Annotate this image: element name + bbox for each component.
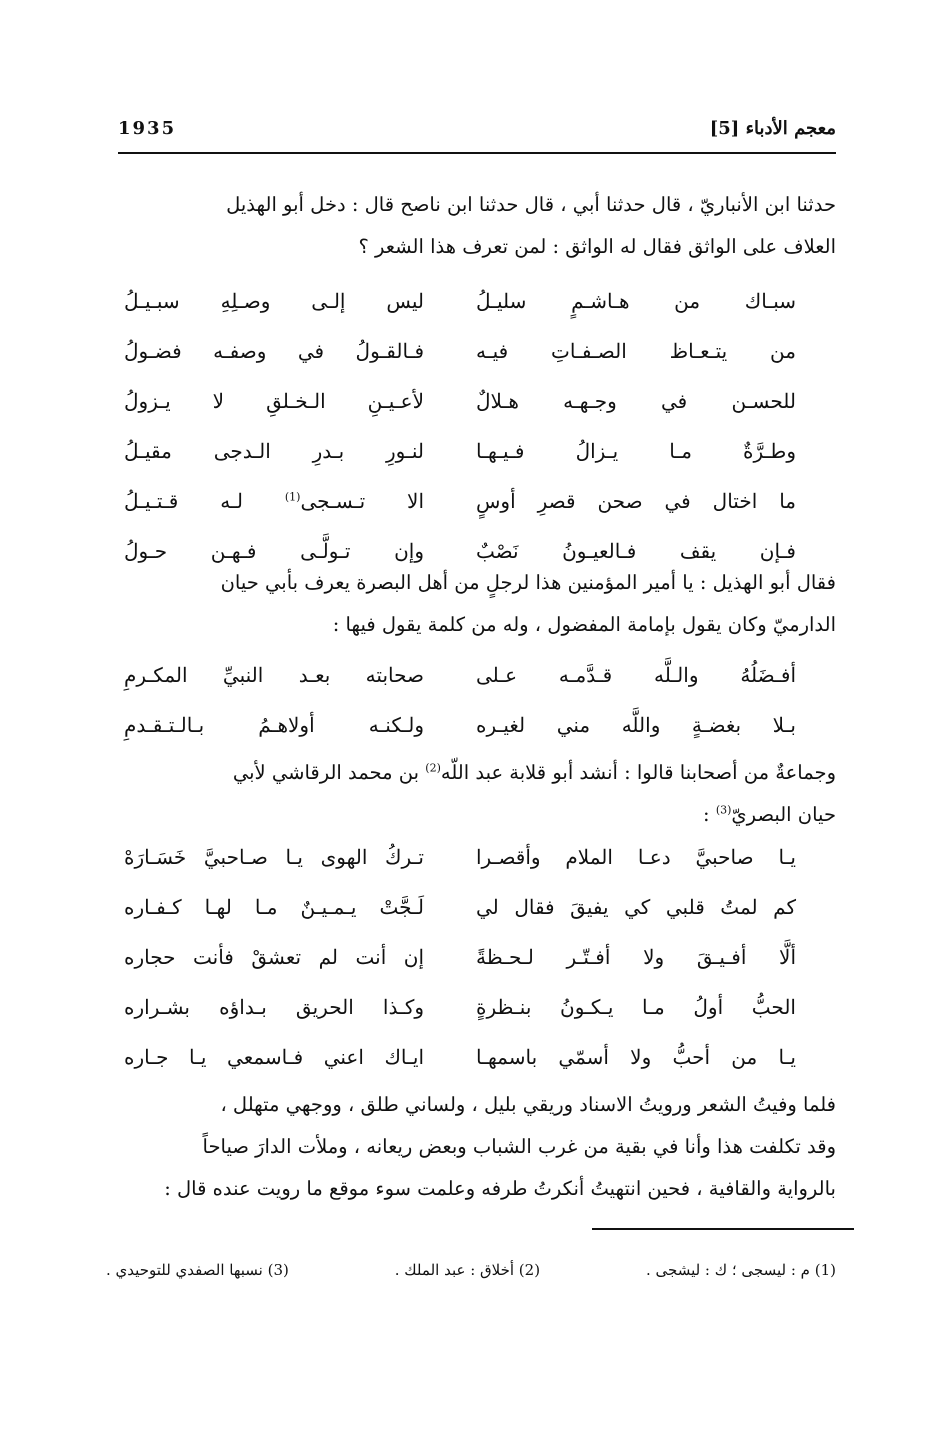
text-line xyxy=(106,752,836,794)
verse-second-hemistich: وكـذا الحريق بـداؤه بشـراره xyxy=(124,995,424,1019)
verse-first-hemistich: ما اختال في صحن قصرِ أوسٍ xyxy=(476,489,796,513)
footnote-rule xyxy=(592,1228,854,1230)
verse-second-hemistich: لأعـيـنِ الـخـلقِ لا يـزولُ xyxy=(124,389,424,413)
page-number: 1935 xyxy=(118,118,177,139)
verse-text: لـه قـتـيـلُ xyxy=(124,489,285,513)
verse-first-hemistich: يـا صاحبيَّ دعـا الملام وأقصـرا xyxy=(476,845,796,869)
verse-line xyxy=(106,326,836,376)
verse-text: الا تـسـجى xyxy=(300,489,425,513)
paragraph-abu-qilaba xyxy=(106,752,836,836)
footnote-2: (2) أخلاق : عبد الملك . xyxy=(394,1261,541,1279)
verse-second-hemistich: صحابته بعـد النبيِّ المكـرمِ xyxy=(124,663,424,687)
poem-darimi xyxy=(106,650,836,750)
verse-line xyxy=(106,650,836,700)
verse-second-hemistich: لَـجَّتْ يـمـيـنٌ مـا لهـا كـفـاره xyxy=(124,895,424,919)
verse-first-hemistich: أفـضَلُهُ والـلَّه قـدَّمـه عـلى xyxy=(476,663,796,687)
verse-first-hemistich: وطـرَّةٌ مـا يـزالُ فـيـهـا xyxy=(476,439,796,463)
poem-basri xyxy=(106,832,836,1082)
verse-first-hemistich: سبـاك من هـاشـمٍ سليـلُ xyxy=(476,289,796,313)
verse-line xyxy=(106,376,836,426)
paragraph-abu-hudhayl xyxy=(106,562,836,646)
page-header xyxy=(118,118,836,148)
verse-line xyxy=(106,700,836,750)
text-run: وجماعةٌ من أصحابنا قالوا : أنشد أبو قلابة عبد اللّه xyxy=(440,761,836,784)
header-rule xyxy=(118,152,836,154)
verse-line xyxy=(106,932,836,982)
verse-first-hemistich: من يتـعـاظ الصـفـاتِ فيـه xyxy=(476,339,796,363)
verse-line xyxy=(106,982,836,1032)
text-line: العلاف على الواثق فقال له الواثق : لمن تعرف هذا الشعر ؟ xyxy=(358,235,836,258)
verse-first-hemistich: ألَّا أفـيـقَ ولا أفـتّـر لـحـظةً xyxy=(476,945,796,969)
paragraph-conclusion xyxy=(106,1084,836,1210)
verse-first-hemistich: يـا من أحبُّ ولا أسمّي باسمهـا xyxy=(476,1045,796,1069)
verse-second-hemistich: فـالقـولُ في وصفـه فضـولُ xyxy=(124,339,424,363)
running-title: معجم الأدباء [5] xyxy=(709,118,836,139)
verse-first-hemistich: للحسـن في وجـهـه هـلالٌ xyxy=(476,389,796,413)
verse-line xyxy=(106,476,836,526)
paragraph-intro xyxy=(106,184,836,268)
text-line xyxy=(106,794,836,836)
verse-second-hemistich: إن أنت لم تعشقْ فأنت حجاره xyxy=(124,945,424,969)
text-line: وقد تكلفت هذا وأنا في بقية من غرب الشباب وبعض ريعانه ، وملأت الدارَ صياحاً xyxy=(202,1135,836,1158)
footnote-3: (3) نسبها الصفدي للتوحيدي . xyxy=(106,1261,289,1279)
text-run: حيان البصريّ xyxy=(731,803,836,826)
verse-first-hemistich: كم لمتُ قلبي كي يفيقَ فقال لي xyxy=(476,895,796,919)
verse-first-hemistich: بـلا بغضـةٍ واللَّه مني لغيـره xyxy=(476,713,796,737)
verse-first-hemistich: الحبُّ أولُ مـا يـكـونُ بنـظرةٍ xyxy=(476,995,796,1019)
verse-second-hemistich: ليس إلـى وصـلِهِ سبـيـلُ xyxy=(124,289,424,313)
verse-second-hemistich: ولـكنـه أولاهـمُ بـالـتـقـدمِ xyxy=(124,713,424,737)
verse-second-hemistich xyxy=(124,489,424,513)
verse-second-hemistich: ايـاك اعني فـاسمعي يـا جـاره xyxy=(124,1045,424,1069)
footnote-marker: (1) xyxy=(284,490,301,504)
footnotes xyxy=(106,1258,836,1282)
verse-line xyxy=(106,832,836,882)
verse-line xyxy=(106,426,836,476)
verse-first-hemistich: فـإن يقف فـالعيـونُ نَصْبٌ xyxy=(476,539,796,563)
verse-line xyxy=(106,882,836,932)
footnote-marker: (3) xyxy=(715,803,732,817)
text-line: حدثنا ابن الأنباريّ ، قال حدثنا أبي ، قال حدثنا ابن ناصح قال : دخل أبو الهذيل xyxy=(226,193,836,216)
verse-second-hemistich: لنـورِ بـدرِ الـدجى مقيـلُ xyxy=(124,439,424,463)
text-line: فلما وفيتُ الشعر ورويتُ الاسناد وريقي بليل ، ولساني طلق ، ووجهي متهلل ، xyxy=(220,1093,836,1116)
verse-line xyxy=(106,1032,836,1082)
verse-second-hemistich: تـركُ الهوى يـا صـاحبيَّ خَسَـارَهْ xyxy=(124,845,424,869)
verse-second-hemistich: وإن تـولَّـى فـهـن حـولُ xyxy=(124,539,424,563)
footnote-1: (1) م : ليسجى ؛ ك : ليشجى . xyxy=(645,1261,836,1279)
text-line: الدارميّ وكان يقول بإمامة المفضول ، وله من كلمة يقول فيها : xyxy=(332,613,836,636)
text-line: فقال أبو الهذيل : يا أمير المؤمنين هذا لرجلٍ من أهل البصرة يعرف بأبي حيان xyxy=(220,571,836,594)
footnote-marker: (2) xyxy=(425,761,441,775)
text-run: : xyxy=(703,803,716,826)
text-run: بن محمد الرقاشي لأبي xyxy=(232,761,426,784)
text-line: بالرواية والقافية ، فحين انتهيتُ أنكرتُ طرفه وعلمت سوء موقع ما رويت عنده قال : xyxy=(164,1177,836,1200)
verse-line xyxy=(106,276,836,326)
poem-hashim xyxy=(106,276,836,576)
